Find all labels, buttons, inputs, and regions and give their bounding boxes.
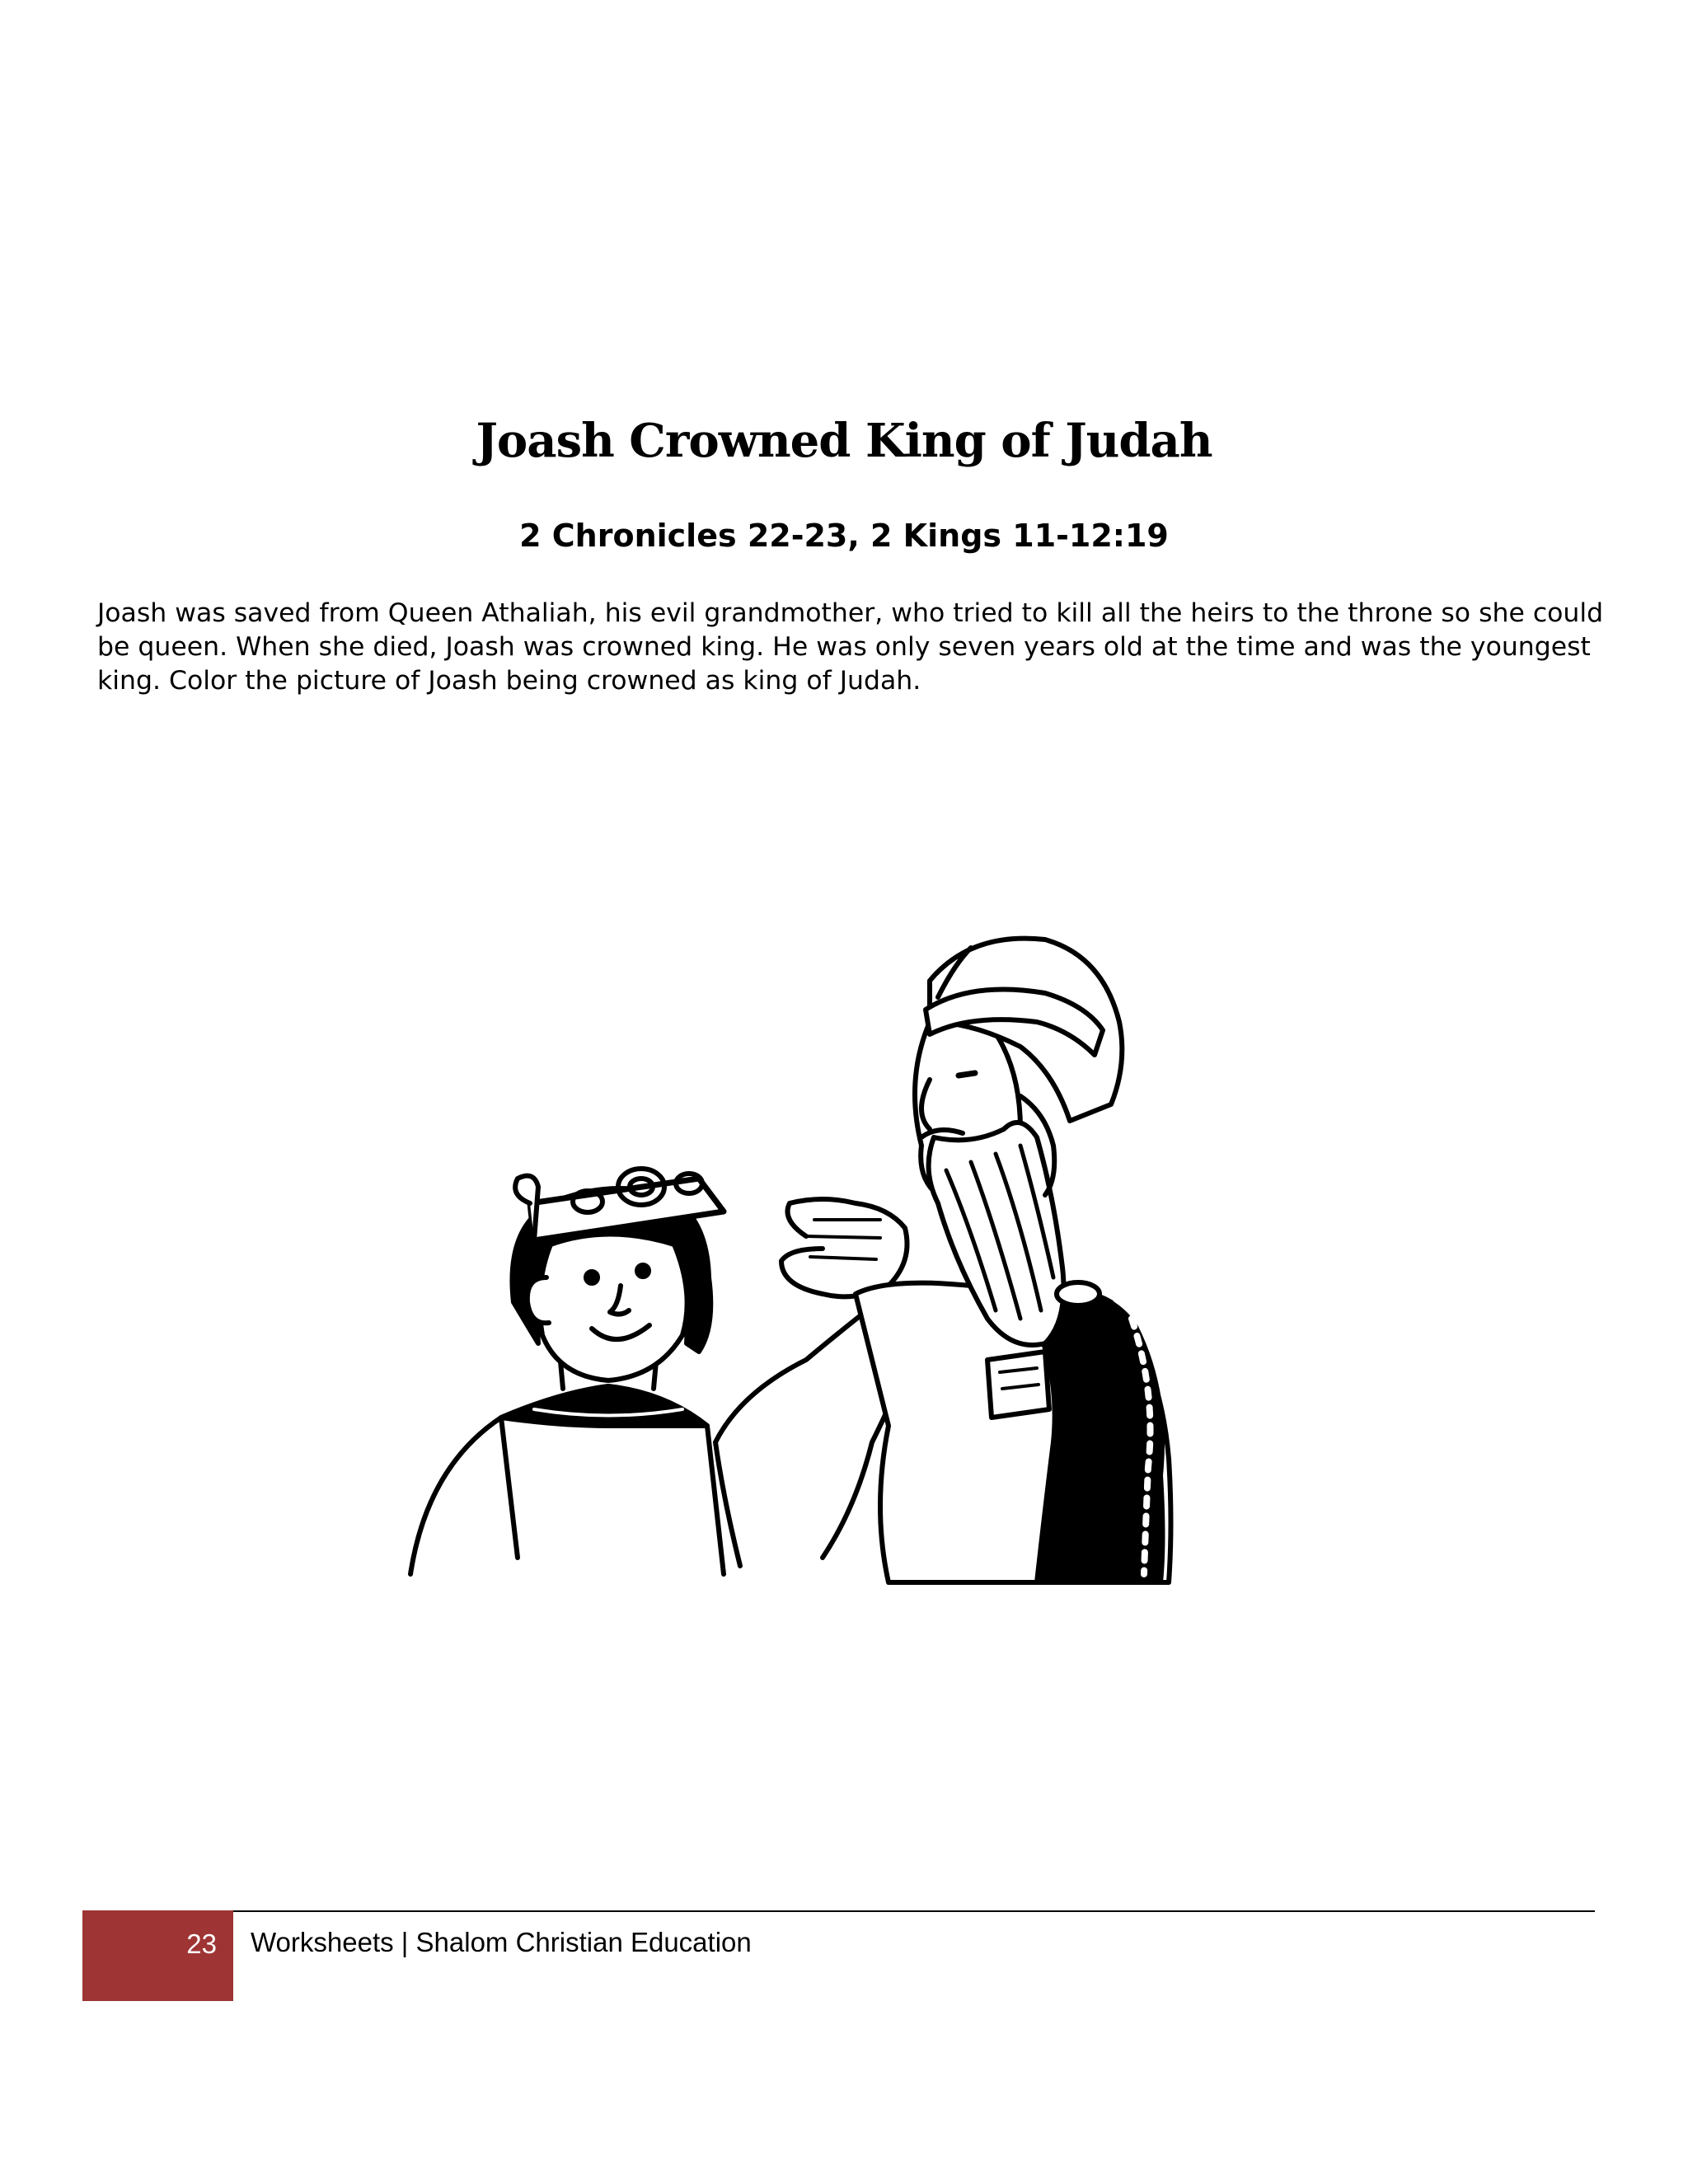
priest-eye [959,1073,975,1076]
boy-collar [501,1386,707,1426]
boy-eye-right [637,1265,649,1277]
boy-eye-left [586,1272,598,1283]
scripture-reference: 2 Chronicles 22-23, 2 Kings 11-12:19 [519,518,1169,554]
shoulder-clasp [1057,1282,1100,1305]
priest-hand [781,1199,907,1296]
footer-rule [233,1910,1595,1912]
coloring-illustration [394,931,1276,1591]
boy-ear [528,1277,549,1323]
footer-page-number: 23 [186,1929,217,1959]
page-title: Joash Crowned King of Judah [476,414,1212,468]
intro-paragraph: Joash was saved from Queen Athaliah, his evil grandmother, who tried to kill all the heirs to the throne so she could be queen. When she died, Joash was crowned king. He was only seven years old at the time and was the youngest king. Color the picture of Joash being crowned as king of Judah. [97,598,1604,696]
footer-text: Worksheets | Shalom Christian Education [251,1927,752,1957]
footer-page-badge [82,1910,233,2001]
